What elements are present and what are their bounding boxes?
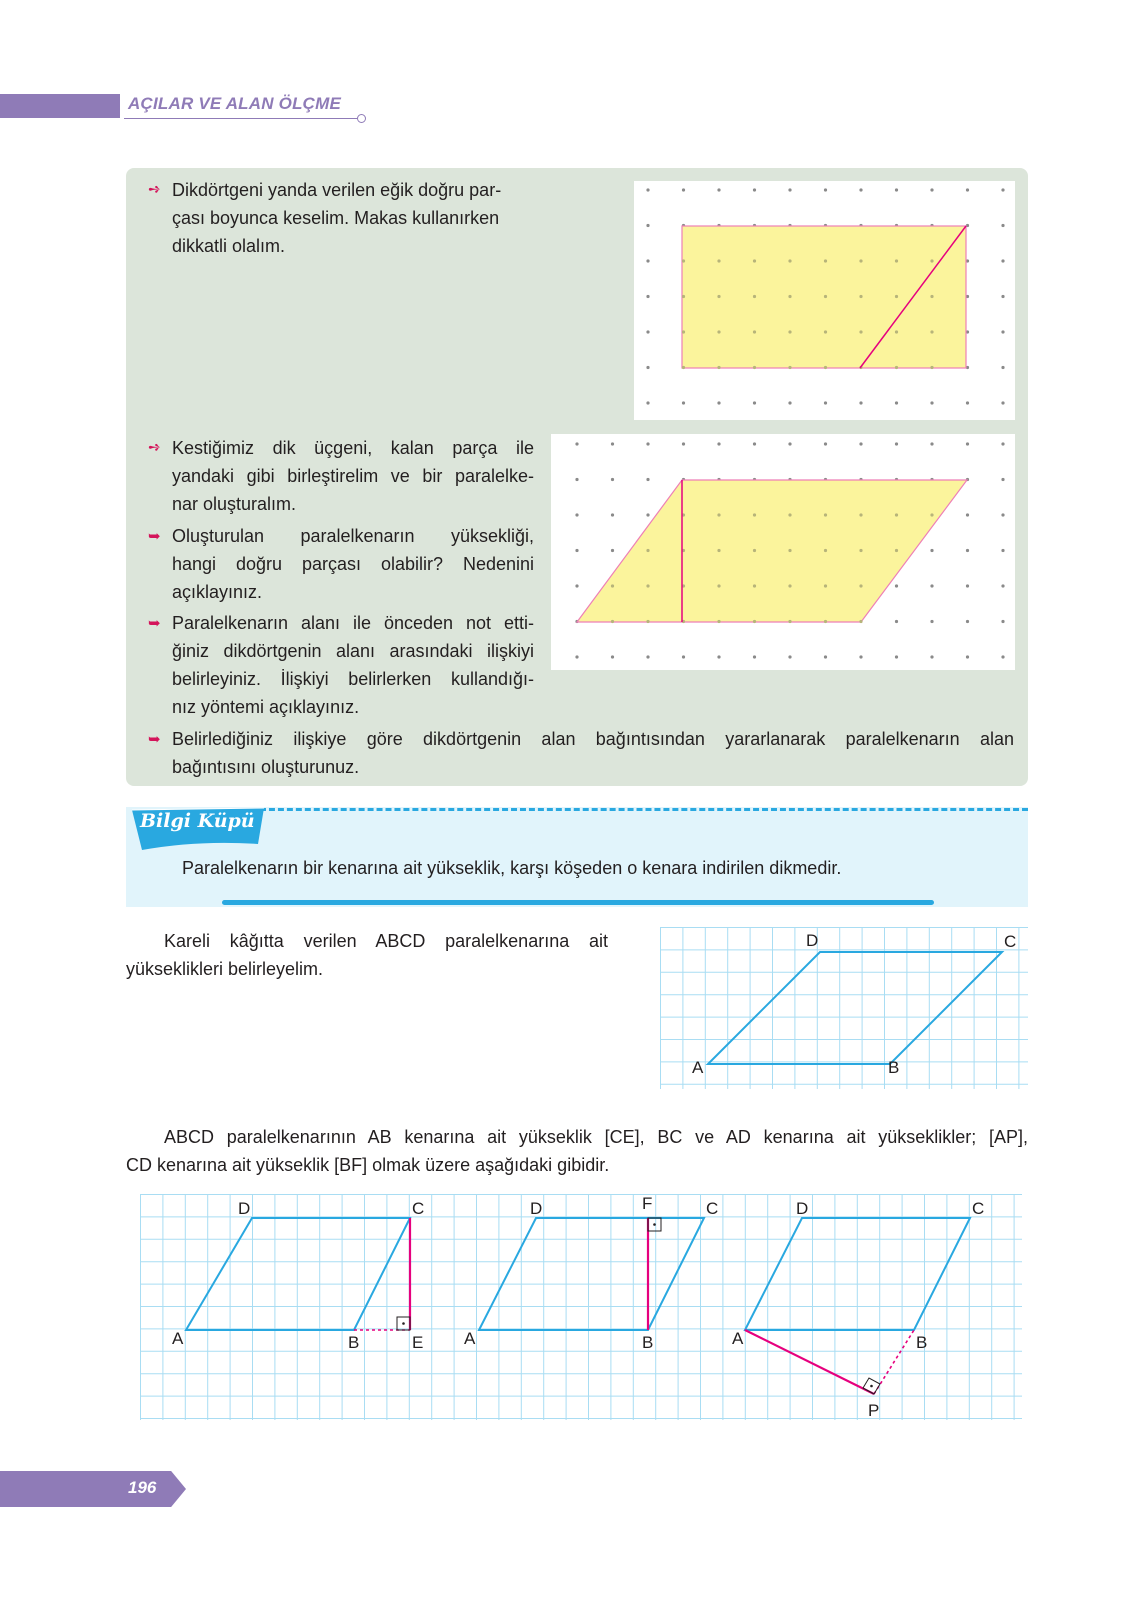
grid-dot	[611, 655, 614, 658]
grid-dot	[859, 259, 862, 262]
grid-dot	[930, 330, 933, 333]
grid-dot	[646, 655, 649, 658]
grid-dot	[1001, 259, 1004, 262]
grid-dot	[930, 584, 933, 587]
grid-dot	[1001, 366, 1004, 369]
grid-dot	[682, 401, 685, 404]
arrow-bullet-icon: ➺	[148, 181, 161, 198]
arrow-bullet-icon: ➥	[148, 528, 161, 545]
grid-dot	[1001, 401, 1004, 404]
rectangle-dot-figure	[634, 181, 1015, 420]
grid-dot	[859, 620, 862, 623]
grid-dot	[1001, 188, 1004, 191]
grid-dot	[717, 513, 720, 516]
grid-dot	[682, 295, 685, 298]
label-b: B	[642, 1333, 654, 1352]
grid-dot	[895, 549, 898, 552]
grid-dot	[646, 478, 649, 481]
grid-dot	[966, 655, 969, 658]
page-number: 196	[128, 1478, 157, 1497]
grid-dot	[717, 259, 720, 262]
label-b: B	[916, 1333, 928, 1352]
grid-dot	[682, 259, 685, 262]
grid-dot	[646, 188, 649, 191]
grid-dot	[753, 620, 756, 623]
grid-dot	[966, 401, 969, 404]
grid-dot	[1001, 442, 1004, 445]
grid-dot	[824, 442, 827, 445]
grid-dot	[966, 584, 969, 587]
grid-dot	[859, 401, 862, 404]
grid-dot	[646, 549, 649, 552]
grid-dot	[895, 401, 898, 404]
label-a: A	[464, 1329, 476, 1348]
grid-dot	[895, 259, 898, 262]
grid-dot	[1001, 655, 1004, 658]
step2-text: Kestiğimiz dik üçgeni, kalan parça ile yandaki gibi birleştirelim ve bir paralelke- nar oluşturalım.	[172, 438, 534, 514]
grid-dot	[930, 620, 933, 623]
arrow-bullet-icon: ➥	[148, 731, 161, 748]
grid-dot	[859, 442, 862, 445]
grid-dot	[966, 513, 969, 516]
grid-dot	[753, 442, 756, 445]
label-a: A	[692, 1058, 704, 1077]
grid-dot	[753, 188, 756, 191]
grid-dot	[895, 366, 898, 369]
grid-dot	[646, 224, 649, 227]
grid-dot	[646, 513, 649, 516]
grid-dot	[575, 513, 578, 516]
grid-dot	[1001, 620, 1004, 623]
info-box-dashed-line	[260, 808, 1028, 811]
grid-dot	[895, 295, 898, 298]
label-d: D	[796, 1199, 809, 1218]
grid-dot	[717, 620, 720, 623]
grid-dot	[788, 620, 791, 623]
grid-dot	[895, 188, 898, 191]
label-c: C	[972, 1199, 985, 1218]
intro-text: Kareli kâğıtta verilen ABCD paralelkenarına ait yükseklikleri belirleyelim.	[126, 931, 608, 979]
grid-dot	[717, 330, 720, 333]
grid-dot	[1001, 295, 1004, 298]
grid-dot	[611, 620, 614, 623]
step1-text: Dikdörtgeni yanda verilen eğik doğru par- çası boyunca keselim. Makas kullanırken dikkatli olalım.	[172, 180, 502, 256]
grid-dot	[682, 330, 685, 333]
grid-dot	[646, 259, 649, 262]
grid-dot	[753, 549, 756, 552]
grid-dot	[824, 366, 827, 369]
grid-dot	[966, 188, 969, 191]
arrow-bullet-icon: ➺	[148, 439, 161, 456]
grid-dot	[824, 584, 827, 587]
label-b: B	[348, 1333, 360, 1352]
grid-dot	[575, 442, 578, 445]
grid-dot	[859, 330, 862, 333]
grid-dot	[646, 295, 649, 298]
grid-dot	[1001, 584, 1004, 587]
grid-dot	[717, 655, 720, 658]
grid-dot	[930, 366, 933, 369]
grid-dot	[611, 478, 614, 481]
label-c: C	[412, 1199, 425, 1218]
grid-dot	[895, 584, 898, 587]
grid-dot	[646, 330, 649, 333]
grid-dot	[824, 295, 827, 298]
grid-dot	[646, 401, 649, 404]
info-cube-title: Bilgi Küpü	[140, 810, 255, 832]
grid-dot	[611, 442, 614, 445]
grid-dot	[575, 584, 578, 587]
grid-dot	[930, 188, 933, 191]
grid-dot	[930, 549, 933, 552]
grid-dot	[646, 620, 649, 623]
grid-dot	[788, 330, 791, 333]
grid-dot	[1001, 549, 1004, 552]
grid-dot	[788, 655, 791, 658]
grid-dot	[753, 295, 756, 298]
grid-dot	[753, 655, 756, 658]
label-p: P	[868, 1401, 880, 1420]
grid-dot	[824, 655, 827, 658]
arrow-bullet-icon: ➥	[148, 615, 161, 632]
grid-dot	[930, 513, 933, 516]
grid-dot	[753, 584, 756, 587]
grid-dot	[682, 188, 685, 191]
grid-dot	[966, 549, 969, 552]
grid-dot	[824, 549, 827, 552]
grid-dot	[824, 620, 827, 623]
grid-dot	[717, 549, 720, 552]
page-number-tab	[0, 1471, 186, 1507]
grid-dot	[788, 259, 791, 262]
grid-dot	[753, 259, 756, 262]
grid-dot	[788, 442, 791, 445]
label-b: B	[888, 1058, 900, 1077]
grid-dot	[859, 188, 862, 191]
grid-dot	[717, 295, 720, 298]
grid-dot	[824, 188, 827, 191]
height-bf-figure	[464, 1194, 718, 1352]
grid-dot	[717, 442, 720, 445]
abcd-grid-figure	[660, 927, 1028, 1089]
grid-dot	[1001, 224, 1004, 227]
grid-dot	[646, 584, 649, 587]
label-d: D	[530, 1199, 543, 1218]
grid-dot	[824, 330, 827, 333]
grid-dot	[859, 584, 862, 587]
grid-dot	[895, 655, 898, 658]
grid-dot	[788, 401, 791, 404]
grid-dot	[753, 366, 756, 369]
grid-dot	[717, 366, 720, 369]
grid-dot	[788, 295, 791, 298]
grid-dot	[859, 513, 862, 516]
grid-dot	[895, 513, 898, 516]
label-d: D	[238, 1199, 251, 1218]
grid-dot	[788, 366, 791, 369]
grid-dot	[966, 442, 969, 445]
grid-dot	[930, 655, 933, 658]
grid-dot	[895, 620, 898, 623]
grid-dot	[1001, 513, 1004, 516]
grid-dot	[1001, 330, 1004, 333]
grid-dot	[682, 655, 685, 658]
grid-dot	[824, 259, 827, 262]
grid-dot	[859, 295, 862, 298]
grid-dot	[717, 188, 720, 191]
grid-dot	[930, 295, 933, 298]
info-box-text: Paralelkenarın bir kenarına ait yükseklik, karşı köşeden o kenara indirilen dikmedir.	[182, 858, 842, 878]
label-c: C	[706, 1199, 719, 1218]
grid-dot	[824, 401, 827, 404]
grid-dot	[930, 401, 933, 404]
header-bar	[0, 94, 120, 118]
grid-dot	[895, 330, 898, 333]
grid-dot	[1001, 478, 1004, 481]
label-a: A	[172, 1329, 184, 1348]
grid-dot	[824, 513, 827, 516]
grid-dot	[966, 620, 969, 623]
grid-dot	[611, 549, 614, 552]
grid-dot	[646, 366, 649, 369]
grid-dot	[930, 259, 933, 262]
grid-dot	[717, 584, 720, 587]
grid-dot	[753, 401, 756, 404]
grid-dot	[859, 655, 862, 658]
grid-dot	[753, 330, 756, 333]
header-dot	[357, 114, 366, 123]
header-underline	[124, 118, 360, 119]
grid-dot	[611, 584, 614, 587]
label-f: F	[642, 1194, 653, 1213]
grid-dot	[646, 442, 649, 445]
grid-dot	[859, 549, 862, 552]
question2-text: Paralelkenarın alanı ile önceden not etti- ğiniz dikdörtgenin alanı arasındaki ilişkiyi belirleyiniz. İlişkiyi belirlerken kullandığı- nız yöntemi açıklayınız.	[172, 613, 534, 717]
grid-dot	[575, 478, 578, 481]
question1-text: Oluşturulan paralelkenarın yüksekliği, hangi doğru parçası olabilir? Nedenini açıklayınız.	[172, 526, 534, 602]
info-box-bottom-line	[222, 900, 934, 905]
grid-dot	[575, 655, 578, 658]
grid-dot	[682, 442, 685, 445]
grid-dot	[753, 513, 756, 516]
grid-dot	[717, 401, 720, 404]
grid-dot	[788, 584, 791, 587]
explanation-text: ABCD paralelkenarının AB kenarına ait yükseklik [CE], BC ve AD kenarına ait yükseklikler; [AP], CD kenarına ait yükseklik [BF] olmak üzere aşağıdaki gibidir.	[126, 1127, 1028, 1175]
chapter-title: AÇILAR VE ALAN ÖLÇME	[128, 94, 342, 113]
label-c: C	[1004, 932, 1017, 951]
grid-dot	[788, 549, 791, 552]
grid-dot	[895, 442, 898, 445]
grid-dot	[575, 549, 578, 552]
grid-dot	[930, 442, 933, 445]
parallelogram-dot-figure	[551, 434, 1015, 670]
grid-dot	[788, 513, 791, 516]
label-a: A	[732, 1329, 744, 1348]
heights-grid-figure	[140, 1194, 1022, 1420]
grid-dot	[682, 366, 685, 369]
grid-dot	[611, 513, 614, 516]
question3-text: Belirlediğiniz ilişkiye göre dikdörtgenin alan bağıntısından yararlanarak paralelkenarın alan bağıntısını oluşturunuz.	[172, 729, 1014, 777]
label-d: D	[806, 931, 819, 950]
label-e: E	[412, 1333, 424, 1352]
grid-dot	[788, 188, 791, 191]
